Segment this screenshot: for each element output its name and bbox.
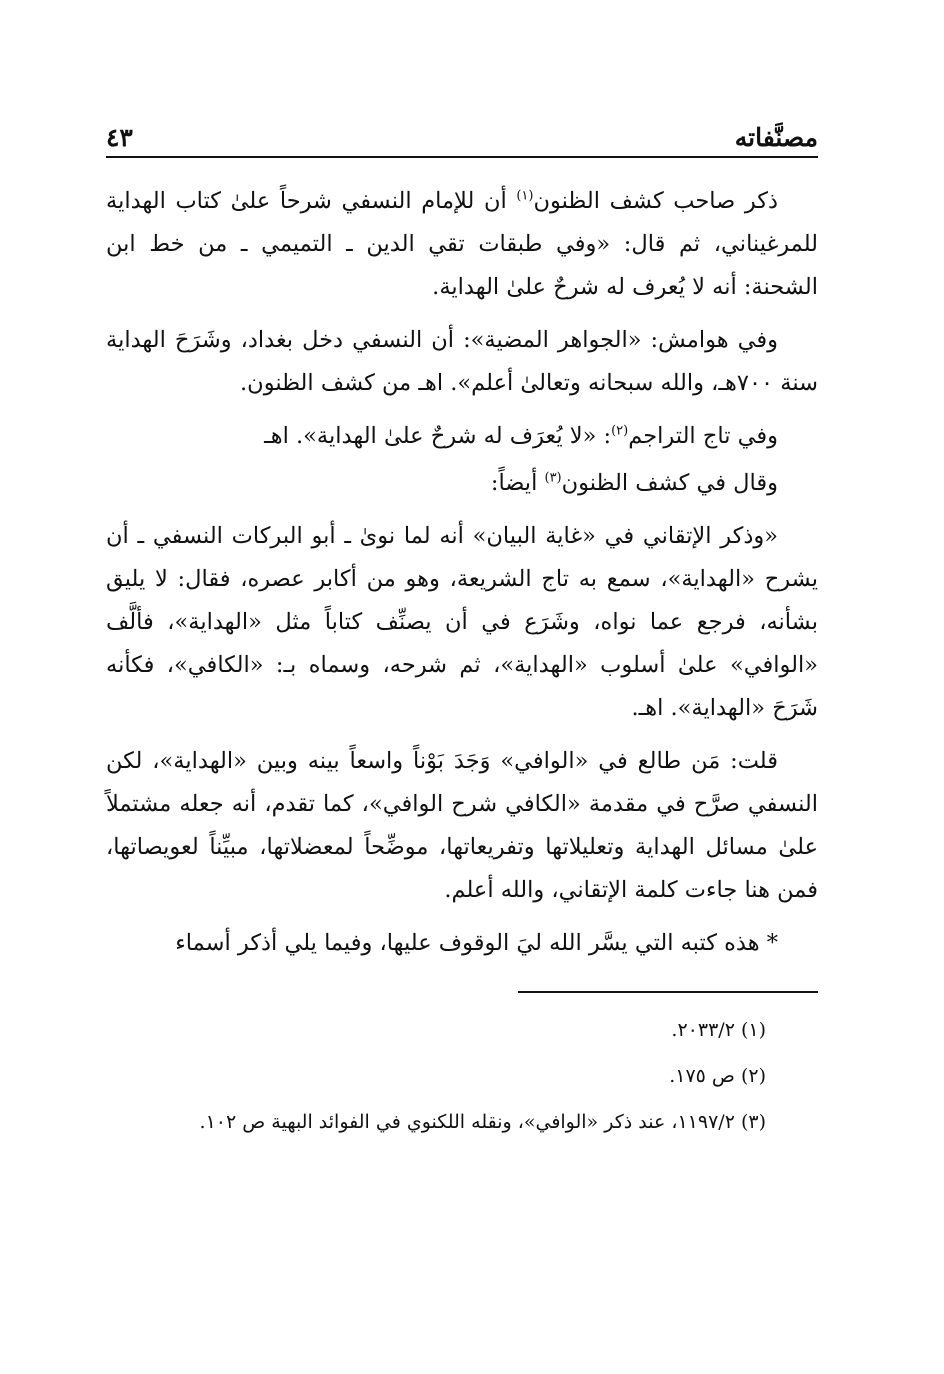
page-number: ٤٣: [106, 123, 133, 152]
paragraph: * هذه كتبه التي يسَّر الله ليَ الوقوف عليها، وفيما يلي أذكر أسماء: [175, 930, 778, 956]
quoted-paragraph: «وذكر الإتقاني في «غاية البيان» أنه لما نوىٰ ـ أبو البركات النسفي ـ أن يشرح «الهداية»، سمع به تاج الشريعة، وهو من أكابر عصره، فقال: لا يليق بشأنه، فرجع عما نواه، وشَرَع في أن يصنِّف كتاباً مثل «الهداية»، فألَّف «الوافي» علىٰ أسلوب «الهداية»، ثم شرحه، وسماه بـ: «الكافي»، فكأنه شَرَحَ «الهداية». اهـ.: [106, 523, 818, 721]
footnote: (٣) ١١٩٧/٢، عند ذكر «الوافي»، ونقله اللكنوي في الفوائد البهية ص ١٠٢.: [199, 1111, 766, 1133]
paragraph: ذكر صاحب كشف الظنون$^{(١)}$ أن للإمام النسفي شرحاً علىٰ كتاب الهداية للمرغيناني، ثم قال: «وفي طبقات تقي الدين ـ التميمي ـ من خط ابن الشحنة: أنه لا يُعرف له شرحٌ علىٰ الهداية.: [106, 188, 818, 300]
footnote-divider: [518, 991, 818, 993]
footnote: (٢) ص ١٧٥.: [669, 1065, 766, 1087]
paragraph: وفي تاج التراجم$^{(٢)}$: «لا يُعرَف له شرحٌ علىٰ الهداية». اهـ: [264, 423, 778, 449]
paragraph: وقال في كشف الظنون$^{(٣)}$ أيضاً:: [490, 470, 778, 496]
book-page: [106, 112, 818, 1145]
paragraph: وفي هوامش: «الجواهر المضية»: أن النسفي دخل بغداد، وشَرَحَ الهداية سنة ٧٠٠هـ، والله سبحانه وتعالىٰ أعلم». اهـ من كشف الظنون.: [106, 327, 818, 396]
footnote-ref[interactable]: (٣): [544, 470, 562, 486]
footnote: (١) ٢٠٣٣/٢.: [671, 1019, 766, 1041]
main-text: [106, 180, 818, 965]
page-header: [106, 112, 818, 158]
paragraph: قلت: مَن طالع في «الوافي» وَجَدَ بَوْناً واسعاً بينه وبين «الهداية»، لكن النسفي صرَّح في مقدمة «الكافي شرح الوافي»، كما تقدم، أنه جعله مشتملاً علىٰ مسائل الهداية وتعليلاتها وتفريعاتها، موضِّحاً لمعضلاتها، مبيِّناً لعويصاتها، فمن هنا جاءت كلمة الإتقاني، والله أعلم.: [106, 748, 818, 903]
running-title: مصنَّفاته: [734, 123, 818, 152]
footnote-ref[interactable]: (١): [516, 188, 534, 204]
footnotes: [106, 1007, 818, 1145]
footnote-ref[interactable]: (٢): [611, 423, 629, 439]
